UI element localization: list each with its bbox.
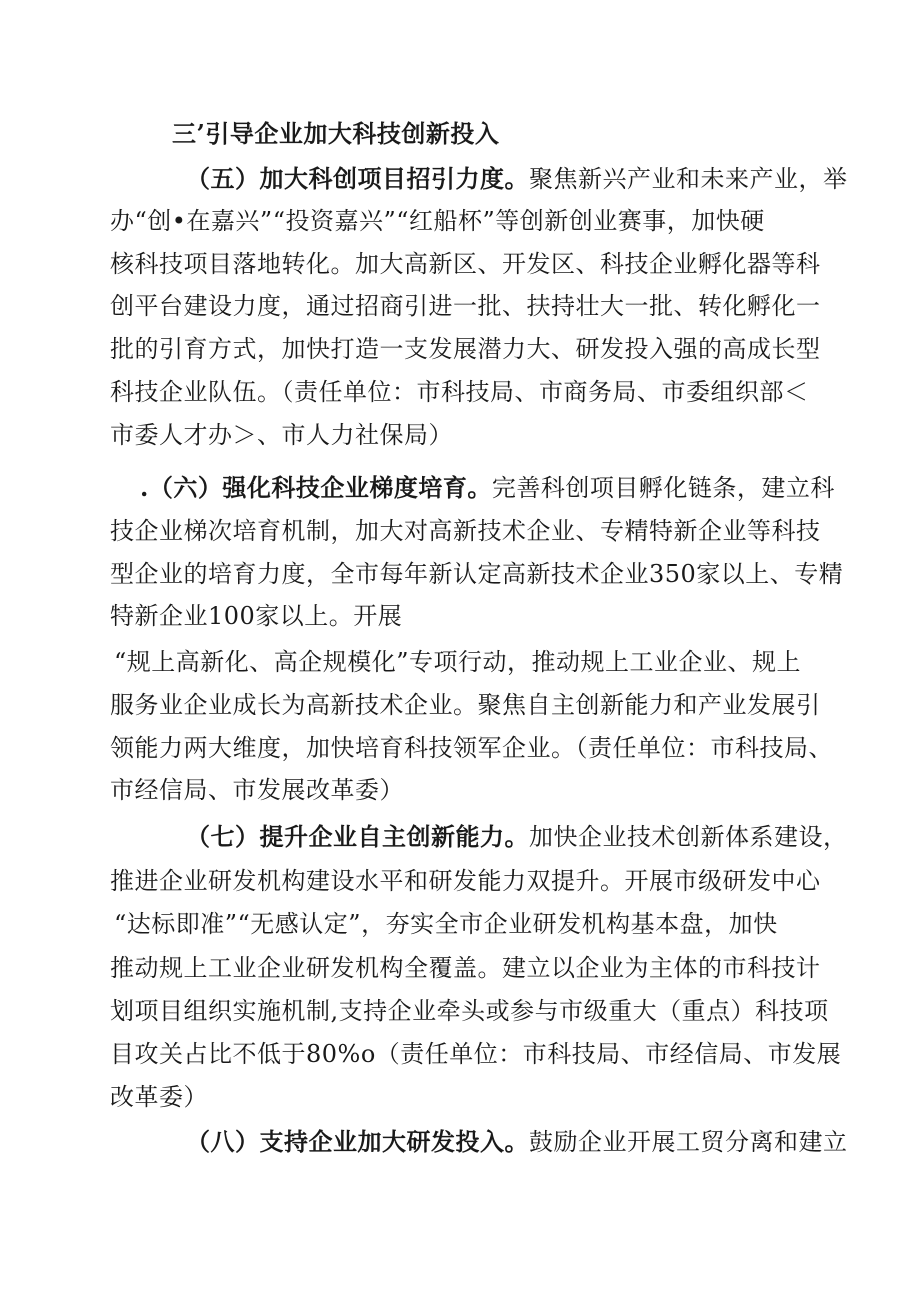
paragraph-line: “达标即准”“无感认定”，夯实全市企业研发机构基本盘，加快: [114, 910, 778, 938]
paragraph-title: （八）支持企业加大研发投入。: [186, 1127, 529, 1156]
paragraph-line: 核科技项目落地转化。加大高新区、开发区、科技企业孵化器等科: [110, 250, 821, 278]
paragraph-line: 目攻关占比不低于80%o（责任单位：市科技局、市经信局、市发展: [110, 1040, 842, 1068]
paragraph-line: [186, 821, 848, 853]
paragraph-title: （五）加大科创项目招引力度。: [186, 164, 529, 193]
paragraph-text: 鼓励企业开展工贸分离和建立: [529, 1128, 848, 1156]
paragraph-text: 聚焦新兴产业和未来产业，举: [529, 165, 848, 193]
paragraph-line: [186, 1126, 848, 1158]
paragraph-line: 技企业梯次培育机制，加大对高新技术企业、专精特新企业等科技: [110, 517, 821, 545]
paragraph-line: 改革委）: [110, 1083, 208, 1111]
paragraph-line: 特新企业100家以上。开展: [110, 602, 403, 630]
paragraph-text: 加快企业技术创新体系建设，: [529, 823, 848, 851]
paragraph-line: 创平台建设力度，通过招商引进一批、扶持壮大一批、转化孵化一: [110, 292, 821, 320]
paragraph-line: 科技企业队伍。（责任单位：市科技局、市商务局、市委组织部＜: [110, 378, 809, 406]
paragraph-title: （七）提升企业自主创新能力。: [186, 822, 529, 851]
paragraph-line: 型企业的培育力度，全市每年新认定高新技术企业350家以上、专精: [110, 560, 844, 588]
paragraph-line: 领能力两大维度，加快培育科技领军企业。（责任单位：市科技局、: [110, 734, 833, 762]
paragraph-line: 市经信局、市发展改革委）: [110, 776, 404, 804]
paragraph-line: “规上高新化、高企规模化”专项行动，推动规上工业企业、规上: [114, 648, 802, 676]
paragraph-title: .（六）强化科技企业梯度培育。: [140, 473, 492, 502]
paragraph-line: 推动规上工业企业研发机构全覆盖。建立以企业为主体的市科技计: [110, 954, 821, 982]
paragraph-line: 划项目组织实施机制,支持企业牵头或参与市级重大（重点）科技项: [110, 997, 829, 1025]
paragraph-line: [140, 472, 835, 504]
section-heading: 三’引导企业加大科技创新投入: [172, 119, 500, 148]
paragraph-line: 批的引育方式，加快打造一支发展潜力大、研发投入强的高成长型: [110, 335, 821, 363]
paragraph-line: 服务业企业成长为高新技术企业。聚焦自主创新能力和产业发展引: [110, 691, 821, 719]
paragraph-line: 推进企业研发机构建设水平和研发能力双提升。开展市级研发中心: [110, 867, 821, 895]
paragraph-line: 办“创•在嘉兴”“投资嘉兴”“红船杯”等创新创业赛事，加快硬: [110, 207, 765, 235]
paragraph-line: [186, 163, 848, 195]
paragraph-text: 完善科创项目孵化链条，建立科: [491, 474, 835, 502]
paragraph-line: 市委人才办＞、市人力社保局）: [110, 421, 453, 449]
